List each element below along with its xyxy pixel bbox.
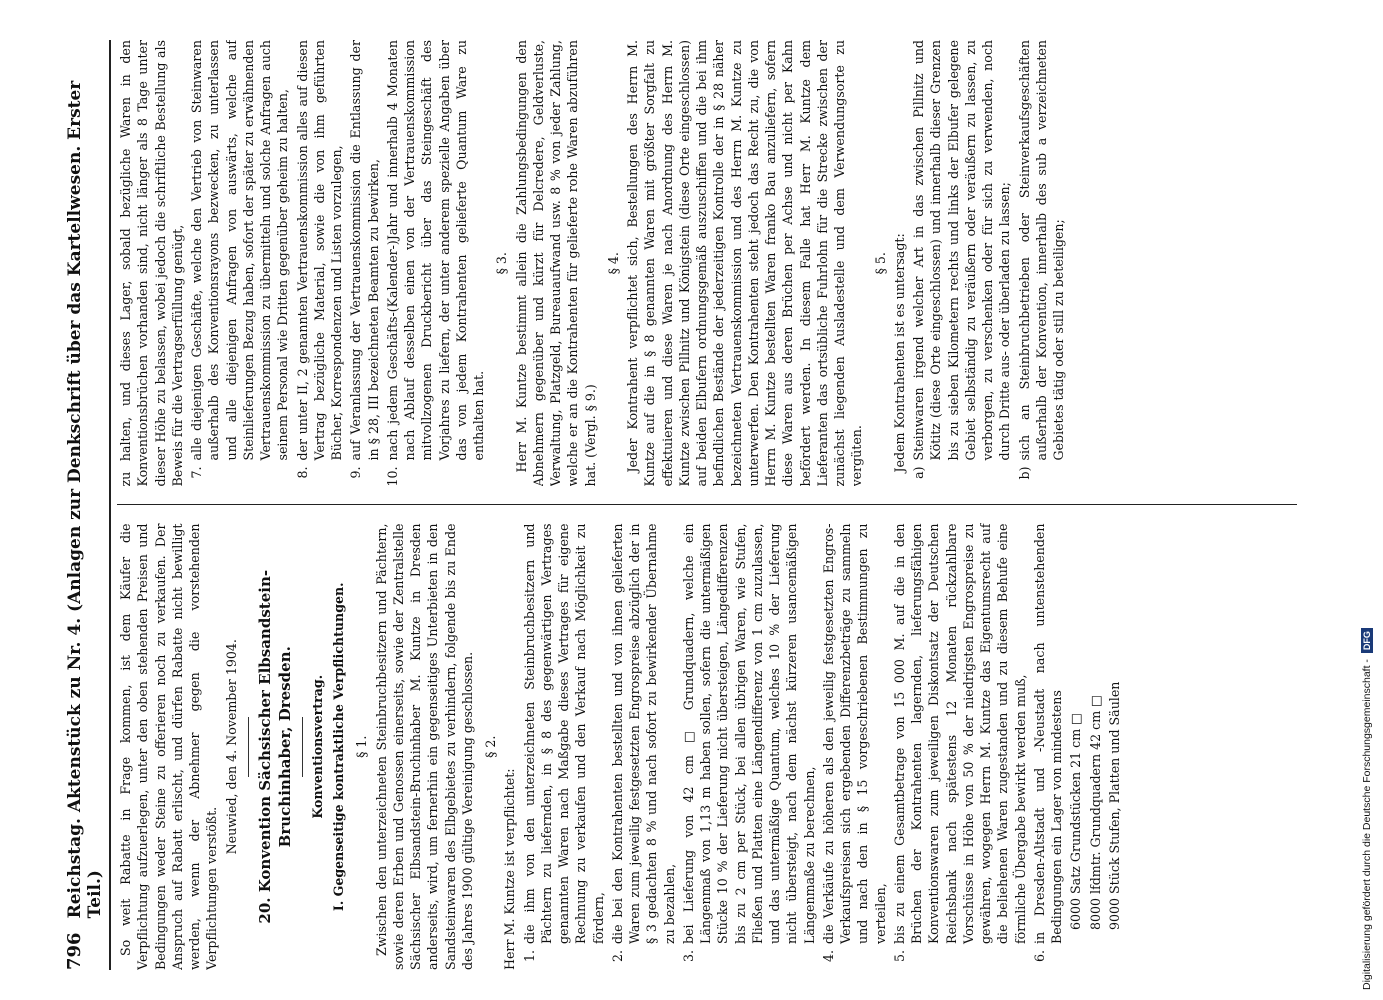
- item-number: a): [911, 466, 926, 479]
- item-text: Steinwaren irgend welcher Art in das zwischen Pillnitz und Kötitz (diese Orte eingeschlossen) und innerhalb dieser Grenzen bis zu sieben Kilometern rechts und links der Elbufer gelegene Gebiet selbständig zu veräußern oder veräußern zu lassen, zu verborgen, zu verschenken oder für sich zu verwenden, noch durch Dritte aus- oder überladen zu lassen;: [911, 40, 1013, 461]
- list-item: [891, 524, 1029, 971]
- list-item: [384, 40, 488, 487]
- spec-line: 6000 Satz Grundstücken 21 cm □: [1068, 712, 1084, 930]
- spec-line: 8000 lfdmtr. Grundquadern 42 cm □: [1087, 694, 1103, 930]
- section-heading: 20. Konvention Sächsischer Elbsandstein-Bruchinhaber, Dresden.: [255, 569, 295, 924]
- item-number: 1.: [521, 950, 537, 963]
- item-number: b): [1016, 466, 1032, 480]
- dfg-logo: DFG: [1361, 628, 1373, 653]
- item-number: 6.: [1031, 950, 1047, 963]
- item-number: 4.: [820, 950, 836, 963]
- list-item: [347, 40, 382, 487]
- list-item: [910, 40, 1014, 487]
- part-heading: I. Gegenseitige kontraktliche Verpflichtungen.: [331, 582, 347, 912]
- item-number: 9.: [348, 466, 364, 479]
- list-item: [1016, 40, 1068, 487]
- list-item: [820, 524, 889, 971]
- item-text: sich an Steinbruchbetrieben oder Steinverkaufsgeschäften außerhalb der Konvention, innerhalb des sub a verzeichneten Gebietes tätig oder still zu beteiligen;: [1016, 40, 1066, 461]
- spec-line: 9000 Stück Stufen, Platten und Säulen: [1106, 681, 1122, 930]
- column-divider: [117, 505, 1297, 506]
- divider: [248, 717, 249, 777]
- digitization-footer: [1353, 0, 1383, 1000]
- item-number: 8.: [294, 466, 310, 479]
- item-text: bei Lieferung von 42 cm □ Grundquadern, welche ein Längenmaß von 1,13 m haben sollen, sofern die untermäßigen Stücke 10 % der Lieferung nicht übersteigen, Längedifferenzen bis zu 2 cm per Stück, bei allen übrigen Waren, wie Stufen, Fließen und Platten eine Längendifferenz von 1 cm zuzulassen, und das untermäßige Quantum, welches 10 % der Lieferung nicht übersteigt, nach dem nächst kürzeren usancemäßigen Längenmaße zu berechnen,: [680, 523, 817, 944]
- paragraph-label: § 3.: [494, 252, 510, 275]
- document-page: [50, 0, 1360, 1000]
- page-number: 796: [64, 932, 85, 970]
- footer-inner: [1361, 628, 1373, 990]
- item-text: die bei den Kontrahenten bestellten und von ihnen gelieferten Waren zum jeweilig festgesetzten Engrospreise abzüglich der in § 3 gedachten 8 % und nach sofort zu bewirkender Übernahme zu bezahlen,: [609, 523, 677, 944]
- list-item: [521, 524, 607, 971]
- list-item: [680, 524, 818, 971]
- list-item: [294, 40, 346, 487]
- footer-text: Digitalisierung gefördert durch die Deutsche Forschungsgemeinschaft -: [1361, 659, 1373, 990]
- item-text: nach jedem Geschäfts-(Kalender-)Jahr und innerhalb 4 Monaten nach Ablauf desselben einen von der Vertrauenskommission mitvollzogenen Druckbericht über das Steingeschäft des Vorjahres zu liefern, der unter anderem spezielle Angaben über das von jedem Kontrahenten gelieferte Quantum Ware zu enthalten hat.: [384, 40, 486, 461]
- item-number: 2.: [609, 950, 625, 963]
- paragraph-intro: Herr M. Kuntze ist verpflichtet:: [502, 768, 518, 970]
- item-text: der unter II, 2 genannten Vertrauenskommission alles auf diesen Vertrag bezügliche Material, sowie die von ihm geführten Bücher, Korrespondenzen und Listen vorzulegen,: [294, 40, 344, 461]
- paragraph-label: § 4.: [605, 252, 621, 275]
- paragraph-text: Herr M. Kuntze bestimmt allein die Zahlungsbedingungen den Abnehmern gegenüber und kürzt für Delcredere, Geldverluste, Verwaltung, Platzgeld, Bureauaufwand usw. 8 % von jeder Zahlung, welche er an die Kontrahenten für gelieferte rohe Waren abzuführen hat. (Vergl. § 9.): [513, 40, 598, 487]
- paragraph-intro: Jedem Kontrahenten ist es untersagt:: [891, 233, 907, 473]
- paragraph-label: § 5.: [872, 252, 888, 275]
- paragraph-label: § 1.: [354, 735, 370, 758]
- item-text: in Dresden-Altstadt und -Neustadt nach untenstehenden Bedingungen ein Lager von mindestens: [1031, 523, 1065, 944]
- paragraph-label: § 2.: [483, 735, 499, 758]
- right-column: [117, 40, 1297, 487]
- item-number: 7.: [189, 466, 204, 479]
- item-text: die Verkäufe zu höheren als den jeweilig festgesetzten Engros-Verkaufspreisen sich ergebenden Differenzbeträge zu sammeln und nach den in § 15 vorgeschriebenen Bestimmungen zu verteilen,: [820, 523, 888, 944]
- contract-title: Konventionsvertrag.: [309, 674, 325, 819]
- list-item: [188, 40, 292, 487]
- continued-text: zu halten, und dieses Lager, sobald bezügliche Waren in den Konventionsbrüchen vorhanden sind, nicht länger als 8 Tage unter dieser Höhe zu belassen, wobei jedoch die schriftliche Bestellung als Beweis für die Vertragserfüllung genügt,: [118, 40, 185, 487]
- divider: [302, 717, 303, 777]
- paragraph-text: Zwischen den unterzeichneten Steinbruchbesitzern und Pächtern, sowie deren Erben und Genossen einerseits, sowie der Zentralstelle Sächsischer Elbsandstein-Bruchinhaber M. Kuntze in Dresden anderseits, wird, um fernerhin ein gegenseitiges Unterbieten in den Sandsteinwaren des Elbgebietes zu verhindern, folgende bis zu Ende des Jahres 1900 gültige Vereinigung geschlossen.: [373, 523, 475, 970]
- text-columns: [117, 40, 1297, 970]
- list-item: [609, 524, 678, 971]
- item-text: alle diejenigen Geschäfte, welche den Vertrieb von Steinwaren außerhalb des Konventionsrayons bezwecken, zu unterlassen und alle diejenigen Anfragen von auswärts, welche auf Steinlieferungen Bezug haben, sofort der später zu erwähnenden Vertrauenskommission zu übermitteln und solche Anfragen auch seinem Personal wie Dritten gegenüber geheim zu halten,: [189, 40, 291, 461]
- item-number: 5.: [891, 950, 907, 963]
- paragraph-text: Jeder Kontrahent verpflichtet sich, Bestellungen des Herrn M. Kuntze auf die in § 8 genannten Waren mit größter Sorgfalt zu effektuieren und diese Waren je nach Anordnung des Herrn M. Kuntze zwischen Pillnitz und Königstein (diese Orte eingeschlossen) auf beiden Elbufern ordnungsgemäß auszuschiffen und die bei ihm befindlichen Bestände der jederzeitigen Kontrolle der in § 28 näher bezeichneten Vertrauenskommission und des Herrn M. Kuntze zu unterwerfen. Den Kontrahenten steht jedoch das Recht zu, die von Herrn M. Kuntze bestellten Waren franko Bau anzuliefern, sofern diese Waren aus deren Brüchen per Achse und nicht per Kahn befördert werden. In diesem Falle hat Herr M. Kuntze dem Lieferanten das ortsübliche Fuhrlohn für die Strecke zwischen der zunächst liegenden Ausladestelle und dem Verwendungsorte zu vergüten.: [625, 40, 865, 487]
- running-head: [64, 40, 111, 970]
- item-number: 3.: [680, 950, 696, 963]
- left-column: [117, 524, 1297, 971]
- item-text: die ihm von den unterzeichneten Steinbruchbesitzern und Pächtern zu liefernden, in § 8 des gegenwärtigen Vertrages genannten Waren nach Maßgabe dieses Vertrages für eigene Rechnung zu verkaufen und den Verkauf nach Möglichkeit zu fördern,: [521, 523, 606, 944]
- list-item: [1031, 524, 1066, 971]
- item-text: bis zu einem Gesamtbetrage von 15 000 M. auf die in den Brüchen der Kontrahenten lagernden, lieferungsfähigen Konventionswaren zum jeweiligen Diskontsatz der Deutschen Reichsbank nach spätestens 12 Monaten rückzahlbare Vorschüsse in Höhe von 50 % der niedrigsten Engrospreise zu gewähren, wogegen Herrn M. Kuntze das Eigentumsrecht auf die beliehenen Waren zugestanden und zu diesem Behufe eine förmliche Übergabe bewirkt werden muß,: [891, 523, 1028, 944]
- intro-paragraph: So weit Rabatte in Frage kommen, ist dem Käufer die Verpflichtung aufzuerlegen, unter den oben stehenden Preisen und Bedingungen weder Steine zu offerieren noch zu verkaufen. Der Anspruch auf Rabatt erlischt, und dürfen Rabatte nicht bewilligt werden, wenn der Abnehmer gegen die vorstehenden Verpflichtungen verstößt.: [118, 523, 220, 970]
- date-line: Neuwied, den 4. November 1904.: [223, 639, 239, 855]
- item-text: auf Veranlassung der Vertrauenskommission die Entlassung der in § 28, III bezeichneten Beamten zu bewirken,: [348, 40, 381, 461]
- running-head-title: Reichstag. Aktenstück zu Nr. 4. (Anlagen zur Denkschrift über das Kartellwesen. Erster Teil.): [65, 80, 105, 919]
- item-number: 10.: [384, 466, 400, 487]
